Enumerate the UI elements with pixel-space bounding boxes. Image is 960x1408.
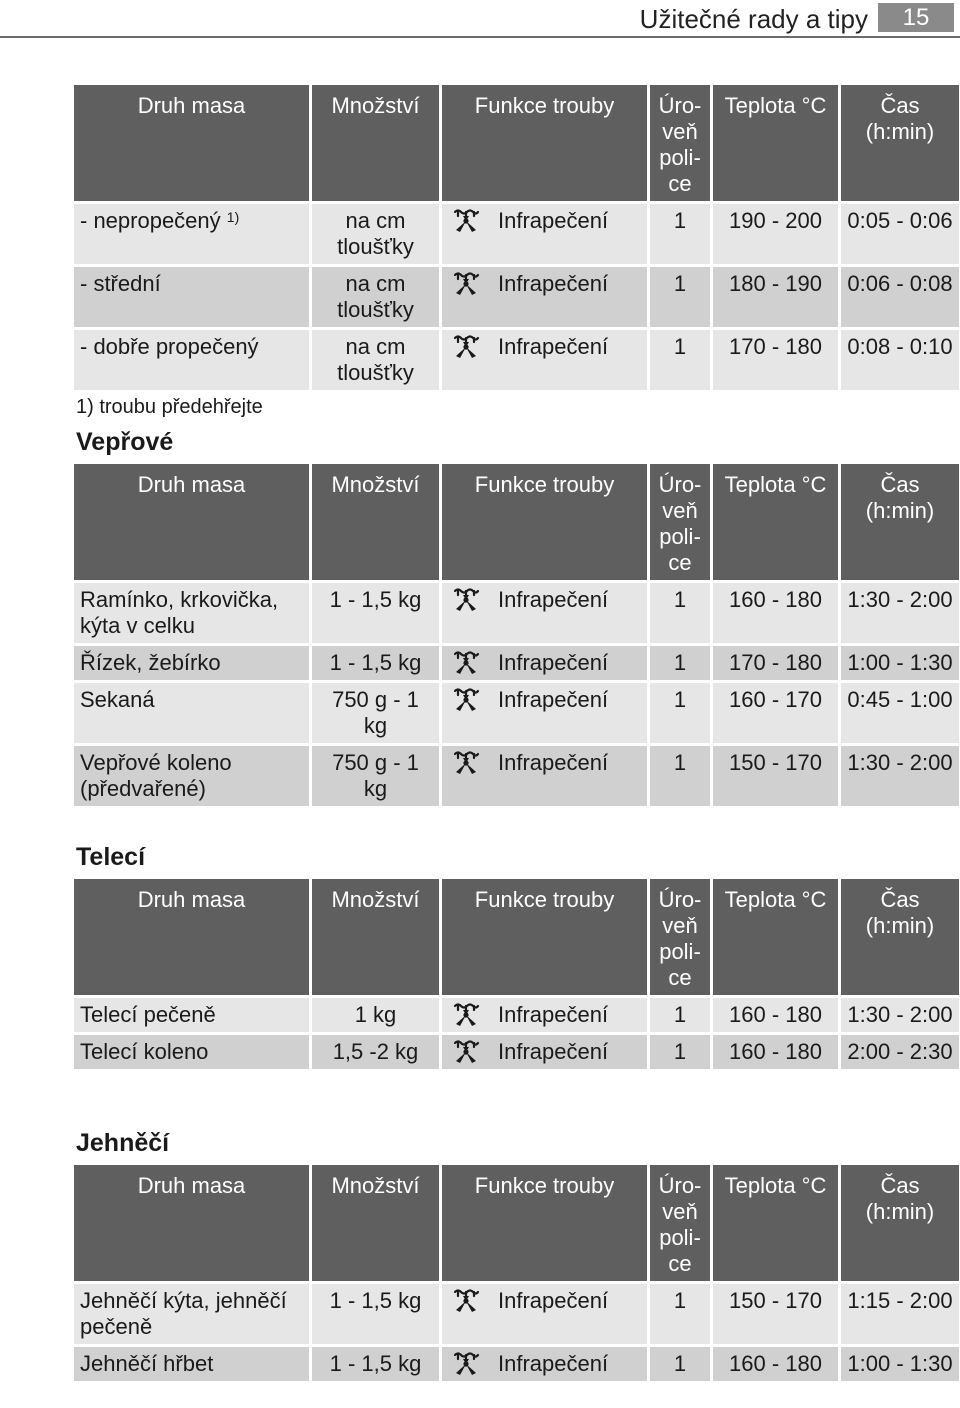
- function-label: Infrapečení: [498, 1039, 609, 1064]
- col-quantity-header: Množství: [312, 879, 439, 995]
- col-level-header: Úro-veň poli-ce: [650, 85, 710, 201]
- infrared-grill-icon: [452, 1351, 480, 1377]
- function-cell: [442, 1284, 647, 1344]
- col-temperature-header: Teplota °C: [713, 464, 838, 580]
- meat-cell: Telecí pečeně: [74, 998, 309, 1032]
- infrared-grill-icon: [452, 750, 480, 776]
- table-row: [74, 646, 959, 680]
- col-time-header: Čas (h:min): [841, 464, 959, 580]
- function-cell: [442, 330, 647, 390]
- beef-rows: [74, 204, 959, 390]
- col-quantity-header: Množství: [312, 464, 439, 580]
- meat-cell: - střední: [74, 267, 309, 327]
- quantity-cell: 1 kg: [312, 998, 439, 1032]
- meat-cell: Vepřové koleno (předvařené): [74, 746, 309, 806]
- page-header: [0, 0, 960, 38]
- quantity-cell: na cm tloušťky: [312, 204, 439, 264]
- temperature-cell: 160 - 180: [713, 583, 838, 643]
- col-time-header: Čas (h:min): [841, 879, 959, 995]
- temperature-cell: 160 - 180: [713, 1347, 838, 1381]
- infrared-grill-icon: [452, 208, 480, 234]
- table-row: [74, 583, 959, 643]
- quantity-cell: 750 g - 1 kg: [312, 683, 439, 743]
- col-temperature-header: Teplota °C: [713, 879, 838, 995]
- time-cell: 1:00 - 1:30: [841, 1347, 959, 1381]
- col-time-header: Čas (h:min): [841, 85, 959, 201]
- time-cell: 0:05 - 0:06: [841, 204, 959, 264]
- level-cell: 1: [650, 646, 710, 680]
- function-cell: [442, 583, 647, 643]
- temperature-cell: 160 - 170: [713, 683, 838, 743]
- col-level-header: Úro-veň poli-ce: [650, 464, 710, 580]
- meat-label: - nepropečený: [80, 208, 221, 233]
- quantity-cell: 750 g - 1 kg: [312, 746, 439, 806]
- col-level-header: Úro-veň poli-ce: [650, 1165, 710, 1281]
- function-label: Infrapečení: [498, 687, 609, 712]
- temperature-cell: 190 - 200: [713, 204, 838, 264]
- time-cell: 1:15 - 2:00: [841, 1284, 959, 1344]
- pork-table: [71, 461, 960, 809]
- infrared-grill-icon: [452, 1002, 480, 1028]
- col-function-header: Funkce trouby: [442, 85, 647, 201]
- temperature-cell: 150 - 170: [713, 1284, 838, 1344]
- col-quantity-header: Množství: [312, 85, 439, 201]
- infrared-grill-icon: [452, 334, 480, 360]
- level-cell: 1: [650, 583, 710, 643]
- col-function-header: Funkce trouby: [442, 879, 647, 995]
- meat-cell: [74, 204, 309, 264]
- function-label: Infrapečení: [498, 1351, 609, 1376]
- page-title: Užitečné rady a tipy: [639, 4, 868, 34]
- meat-cell: Ramínko, krkovička, kýta v celku: [74, 583, 309, 643]
- table-row: [74, 683, 959, 743]
- infrared-grill-icon: [452, 271, 480, 297]
- section-title-pork: Vepřové: [76, 428, 174, 456]
- level-cell: 1: [650, 998, 710, 1032]
- col-meat-header: Druh masa: [74, 85, 309, 201]
- function-cell: [442, 683, 647, 743]
- quantity-cell: 1 - 1,5 kg: [312, 583, 439, 643]
- time-cell: 0:08 - 0:10: [841, 330, 959, 390]
- meat-cell: Jehněčí kýta, jehněčí pečeně: [74, 1284, 309, 1344]
- quantity-cell: na cm tloušťky: [312, 267, 439, 327]
- col-level-header: Úro-veň poli-ce: [650, 879, 710, 995]
- meat-cell: Telecí koleno: [74, 1035, 309, 1069]
- table-header-row: [74, 879, 959, 995]
- section-title-lamb: Jehněčí: [76, 1129, 170, 1157]
- level-cell: 1: [650, 1284, 710, 1344]
- table-row: [74, 1035, 959, 1069]
- function-label: Infrapečení: [498, 271, 609, 296]
- beef-footnote: 1) troubu předehřejte: [76, 396, 263, 418]
- footnote-marker: 1): [226, 209, 240, 225]
- infrared-grill-icon: [452, 687, 480, 713]
- table-row: [74, 267, 959, 327]
- table-row: [74, 746, 959, 806]
- function-label: Infrapečení: [498, 650, 609, 675]
- col-meat-header: Druh masa: [74, 879, 309, 995]
- quantity-cell: 1 - 1,5 kg: [312, 646, 439, 680]
- function-cell: [442, 998, 647, 1032]
- meat-cell: Řízek, žebírko: [74, 646, 309, 680]
- level-cell: 1: [650, 746, 710, 806]
- col-function-header: Funkce trouby: [442, 464, 647, 580]
- meat-cell: - dobře propečený: [74, 330, 309, 390]
- function-label: Infrapečení: [498, 587, 609, 612]
- level-cell: 1: [650, 204, 710, 264]
- col-function-header: Funkce trouby: [442, 1165, 647, 1281]
- table-row: [74, 1347, 959, 1381]
- table-header-row: [74, 1165, 959, 1281]
- level-cell: 1: [650, 267, 710, 327]
- level-cell: 1: [650, 1035, 710, 1069]
- col-meat-header: Druh masa: [74, 1165, 309, 1281]
- infrared-grill-icon: [452, 1288, 480, 1314]
- infrared-grill-icon: [452, 650, 480, 676]
- temperature-cell: 180 - 190: [713, 267, 838, 327]
- veal-table: [71, 876, 960, 1072]
- beef-table: [71, 82, 960, 393]
- level-cell: 1: [650, 683, 710, 743]
- col-meat-header: Druh masa: [74, 464, 309, 580]
- function-label: Infrapečení: [498, 750, 609, 775]
- function-label: Infrapečení: [498, 208, 609, 233]
- infrared-grill-icon: [452, 587, 480, 613]
- temperature-cell: 160 - 180: [713, 1035, 838, 1069]
- table-row: [74, 1284, 959, 1344]
- col-temperature-header: Teplota °C: [713, 1165, 838, 1281]
- function-cell: [442, 204, 647, 264]
- table-row: [74, 204, 959, 264]
- table-header-row: [74, 85, 959, 201]
- meat-cell: Sekaná: [74, 683, 309, 743]
- time-cell: 0:06 - 0:08: [841, 267, 959, 327]
- function-label: Infrapečení: [498, 1288, 609, 1313]
- time-cell: 1:30 - 2:00: [841, 998, 959, 1032]
- level-cell: 1: [650, 330, 710, 390]
- time-cell: 1:30 - 2:00: [841, 746, 959, 806]
- temperature-cell: 160 - 180: [713, 998, 838, 1032]
- time-cell: 0:45 - 1:00: [841, 683, 959, 743]
- page-number: 15: [878, 3, 954, 32]
- infrared-grill-icon: [452, 1039, 480, 1065]
- quantity-cell: 1 - 1,5 kg: [312, 1347, 439, 1381]
- temperature-cell: 170 - 180: [713, 330, 838, 390]
- temperature-cell: 170 - 180: [713, 646, 838, 680]
- lamb-table: [71, 1162, 960, 1384]
- function-label: Infrapečení: [498, 1002, 609, 1027]
- quantity-cell: na cm tloušťky: [312, 330, 439, 390]
- quantity-cell: 1,5 -2 kg: [312, 1035, 439, 1069]
- level-cell: 1: [650, 1347, 710, 1381]
- col-quantity-header: Množství: [312, 1165, 439, 1281]
- function-label: Infrapečení: [498, 334, 609, 359]
- function-cell: [442, 1035, 647, 1069]
- pork-rows: [74, 583, 959, 806]
- veal-rows: [74, 998, 959, 1069]
- time-cell: 1:30 - 2:00: [841, 583, 959, 643]
- col-time-header: Čas (h:min): [841, 1165, 959, 1281]
- table-header-row: [74, 464, 959, 580]
- time-cell: 2:00 - 2:30: [841, 1035, 959, 1069]
- table-row: [74, 330, 959, 390]
- section-title-veal: Telecí: [76, 843, 146, 871]
- table-row: [74, 998, 959, 1032]
- function-cell: [442, 1347, 647, 1381]
- function-cell: [442, 646, 647, 680]
- header-rule: [0, 36, 960, 38]
- temperature-cell: 150 - 170: [713, 746, 838, 806]
- time-cell: 1:00 - 1:30: [841, 646, 959, 680]
- function-cell: [442, 267, 647, 327]
- quantity-cell: 1 - 1,5 kg: [312, 1284, 439, 1344]
- meat-cell: Jehněčí hřbet: [74, 1347, 309, 1381]
- lamb-rows: [74, 1284, 959, 1381]
- function-cell: [442, 746, 647, 806]
- col-temperature-header: Teplota °C: [713, 85, 838, 201]
